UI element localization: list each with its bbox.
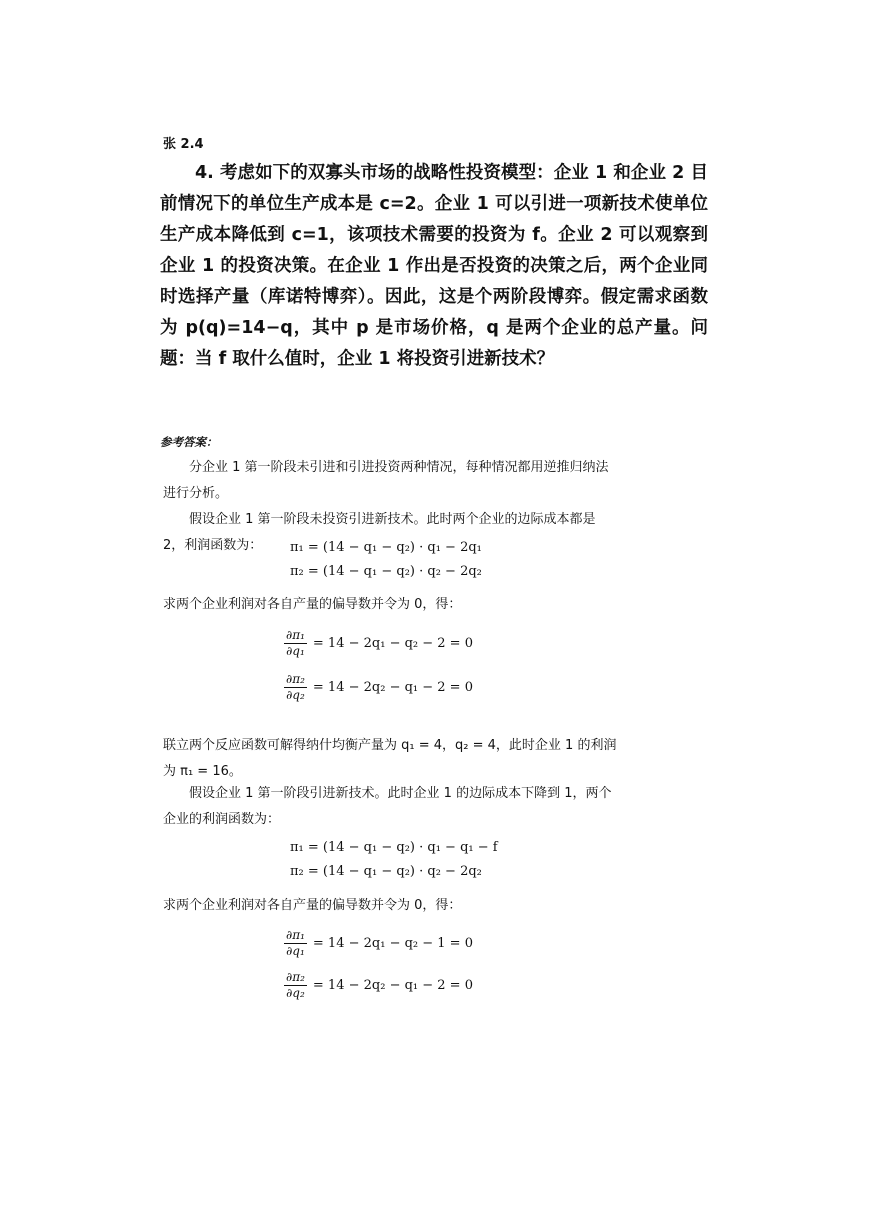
equation-rhs: = 14 − 2q₂ − q₁ − 2 = 0 xyxy=(312,680,473,695)
answer-paragraph-1: 分企业 1 第一阶段未引进和引进投资两种情况，每种情况都用逆推归纳法进行分析。 xyxy=(163,460,609,501)
derivative-equation-2b xyxy=(284,970,473,1001)
answer-paragraph-2: 假设企业 1 第一阶段未投资引进新技术。此时两个企业的边际成本都是 2，利润函数为： xyxy=(163,512,596,553)
equation-rhs: = 14 − 2q₁ − q₂ − 1 = 0 xyxy=(312,936,473,951)
profit-equation-2a: π₁ = (14 − q₁ − q₂) · q₁ − q₁ − f xyxy=(290,840,498,855)
fraction-numerator: ∂π₂ xyxy=(286,672,305,686)
partial-fraction xyxy=(284,970,307,1001)
answer-paragraph-3: 求两个企业利润对各自产量的偏导数并令为 0，得： xyxy=(163,597,462,612)
fraction-denominator: ∂q₁ xyxy=(286,644,305,658)
question-block xyxy=(160,158,708,375)
fraction-denominator: ∂q₂ xyxy=(286,688,305,702)
partial-fraction xyxy=(284,628,307,659)
profit-equation-2b: π₂ = (14 − q₁ − q₂) · q₂ − 2q₂ xyxy=(290,864,482,879)
derivative-equation-2a xyxy=(284,928,473,959)
answer-paragraph-6: 求两个企业利润对各自产量的偏导数并令为 0，得： xyxy=(163,898,462,913)
answer-paragraph-5: 假设企业 1 第一阶段引进新技术。此时企业 1 的边际成本下降到 1，两个企业的利润函数为： xyxy=(163,786,612,827)
fraction-numerator: ∂π₂ xyxy=(286,970,305,984)
equation-rhs: = 14 − 2q₂ − q₁ − 2 = 0 xyxy=(312,978,473,993)
profit-equation-1a: π₁ = (14 − q₁ − q₂) · q₁ − 2q₁ xyxy=(290,540,482,555)
derivative-equation-1b xyxy=(284,672,473,703)
fraction-denominator: ∂q₁ xyxy=(286,944,305,958)
fraction-numerator: ∂π₁ xyxy=(286,628,305,642)
answer-heading: 参考答案： xyxy=(160,435,218,449)
equation-rhs: = 14 − 2q₁ − q₂ − 2 = 0 xyxy=(312,636,473,651)
partial-fraction xyxy=(284,672,307,703)
profit-equation-1b: π₂ = (14 − q₁ − q₂) · q₂ − 2q₂ xyxy=(290,564,482,579)
fraction-numerator: ∂π₁ xyxy=(286,928,305,942)
answer-paragraph-4: 联立两个反应函数可解得纳什均衡产量为 q₁ = 4，q₂ = 4，此时企业 1 的利润为 π₁ = 16。 xyxy=(163,738,617,779)
fraction-denominator: ∂q₂ xyxy=(286,986,305,1000)
partial-fraction xyxy=(284,928,307,959)
question-text: 4. 考虑如下的双寡头市场的战略性投资模型：企业 1 和企业 2 目前情况下的单位生产成本是 c=2。企业 1 可以引进一项新技术使单位生产成本降低到 c=1，该项技术需要的投资为 f。企业 2 可以观察到企业 1 的投资决策。在企业 1 作出是否投资的决策之后，两个企业同时选择产量（库诺特博弈）。因此，这是个两阶段博弈。假定需求函数为 p(q)=14−q，其中 p 是市场价格，q 是两个企业的总产量。问题：当 f 取什么值时，企业 1 将投资引进新技术？ xyxy=(160,163,708,369)
page-label: 张 2.4 xyxy=(163,137,204,152)
derivative-equation-1a xyxy=(284,628,473,659)
